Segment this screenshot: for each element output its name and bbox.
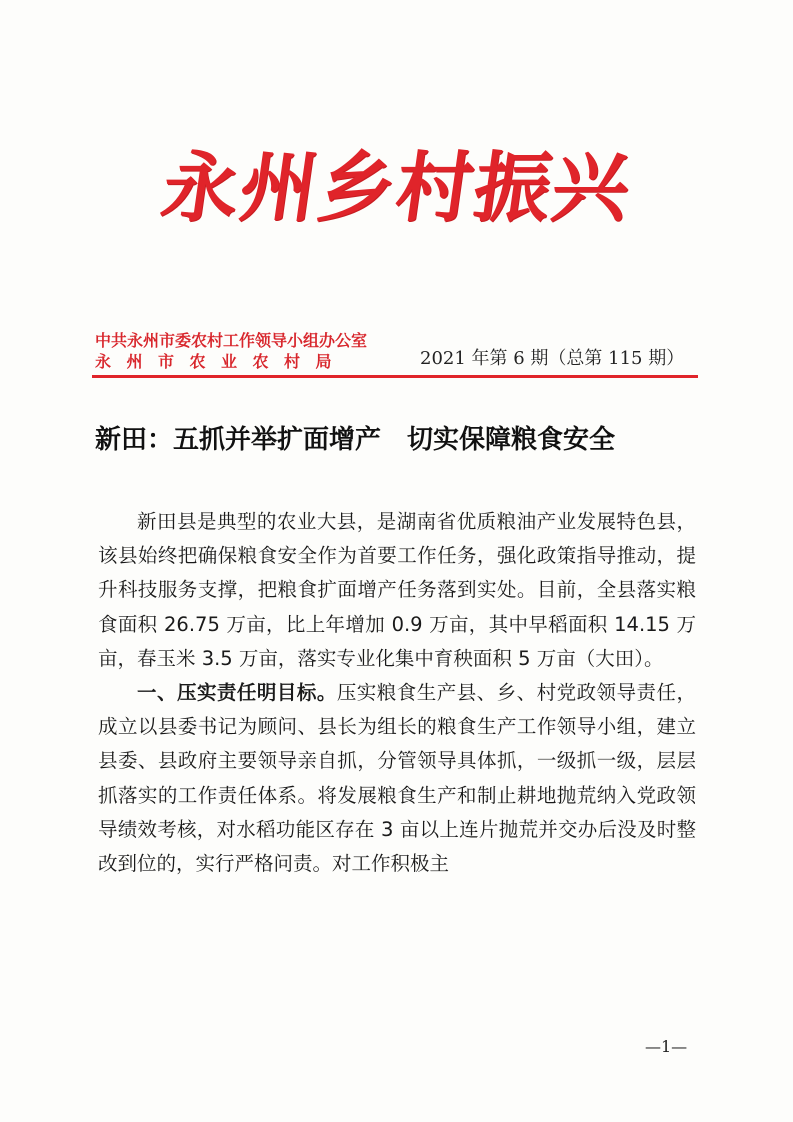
header-divider	[92, 375, 698, 378]
paragraph-intro: 新田县是典型的农业大县，是湖南省优质粮油产业发展特色县，该县始终把确保粮食安全作为首要工作任务，强化政策指导推动，提升科技服务支撑，把粮食扩面增产任务落到实处。目前，全县落实粮食面积 26.75 万亩，比上年增加 0.9 万亩，其中早稻面积 14.15 万亩，春玉米 3.5 万亩，落实专业化集中育秧面积 5 万亩（大田）。	[98, 510, 696, 670]
section-1-heading: 一、压实责任明目标。	[137, 681, 337, 705]
section-1-text: 压实粮食生产县、乡、村党政领导责任，成立以县委书记为顾问、县长为组长的粮食生产工作领导小组，建立县委、县政府主要领导亲自抓，分管领导具体抓，一级抓一级，层层抓落实的工作责任体系。将发展粮食生产和制止耕地抛荒纳入党政领导绩效考核，对水稻功能区存在 3 亩以上连片抛荒并交办后没及时整改到位的，实行严格问责。对工作积极主	[98, 681, 696, 876]
issuer-block	[95, 330, 385, 372]
issuer-line-2: 永州市农业农村局	[95, 352, 348, 371]
paragraph-section-1	[98, 676, 696, 881]
article-title: 新田：五抓并举扩面增产 切实保障粮食安全	[95, 425, 616, 455]
masthead-title: 永州乡村振兴	[156, 143, 637, 232]
issuer-line-1: 中共永州市委农村工作领导小组办公室	[95, 331, 368, 350]
article-body	[98, 505, 696, 881]
issue-number: 2021 年第 6 期（总第 115 期）	[420, 348, 685, 369]
page-number: —1—	[645, 1037, 688, 1056]
